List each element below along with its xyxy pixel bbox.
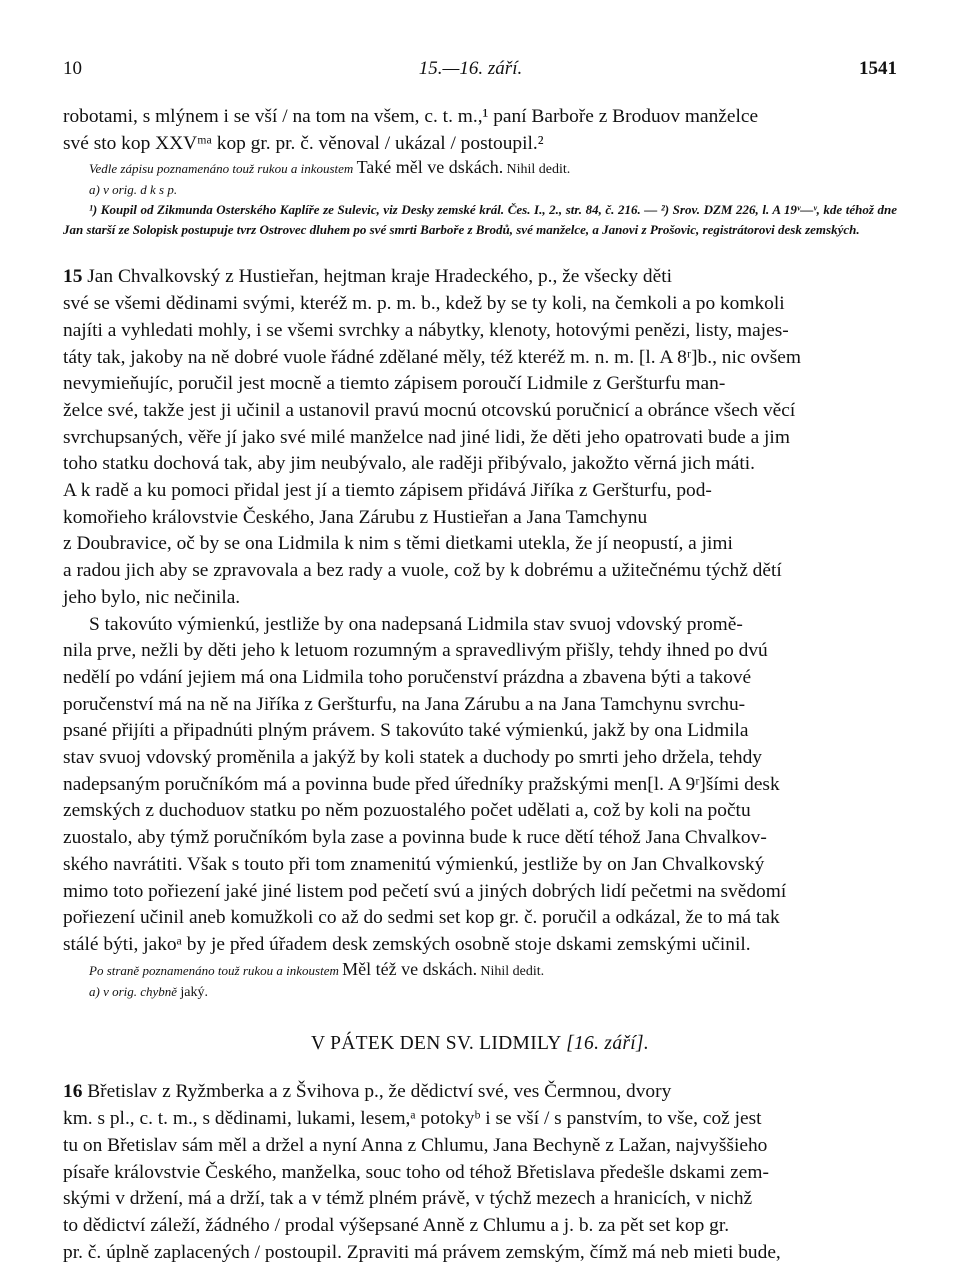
- section-title-text: V PÁTEK DEN SV. LIDMILY: [310, 1032, 561, 1054]
- text-line: nadepsaným poručníkóm má a povinna bude před úředníky pražskými men[l. A 9ʳ]šími desk: [63, 773, 780, 795]
- text-line: jeho bylo, nic nečinila.: [63, 586, 241, 608]
- text-line: komořieho královstvie Českého, Jana Zárubu z Hustieřan a Jana Tamchynu: [63, 506, 648, 528]
- text-line: nevymieňujíc, poručil jest mocně a tiemto zápisem poroučí Lidmile z Geršturfu man-: [63, 373, 726, 395]
- text-line: tu on Břetislav sám měl a držel a nyní Anna z Chlumu, Jana Bechyně z Lažan, najvyššieho: [63, 1134, 768, 1156]
- text-line: nila prve, nežli by děti jeho k letuom rozumným a spravedlivým přišly, tehdy ihned po dvú: [63, 640, 768, 662]
- text-line: nedělí po vdání jejiem má ona Lidmila toho poručenství prázdna a zbavena býti a takové: [63, 666, 752, 688]
- text-line: písaře královstvie Českého, manželka, souc toho od téhož Břetislava předešle dskami zem-: [63, 1161, 769, 1183]
- entry-15: [63, 264, 897, 291]
- note-word: jaký.: [180, 984, 208, 1000]
- text-line: skými v držení, má a drží, tak a v témž plném právě, v týchž mezech a hranicích, v nichž: [63, 1188, 753, 1210]
- text-line: robotami, s mlýnem i se vší / na tom na všem, c. t. m.,¹ paní Barboře z Broduov manželce: [63, 106, 759, 127]
- variant-note: a) v orig. d k s p.: [89, 182, 178, 198]
- text-line: psané přijíti a připadnúti plným právem. S takovúto také výmienkú, jakž by ona Lidmila: [63, 720, 749, 742]
- note-text: Měl též ve dskách.: [342, 958, 478, 979]
- text-line: pořiezení učinil aneb komužkoli co až do sedmi set kop gr. č. poručil a odkázal, že to má tak: [63, 907, 780, 929]
- text-line: z Doubravice, oč by se ona Lidmila k nim s těmi dietkami utekla, že jí neopustí, a jimi: [63, 533, 733, 555]
- note-italic: Po straně poznamenáno touž rukou a inkoustem: [89, 962, 339, 978]
- entry-15-text: [63, 291, 897, 611]
- entry-16: [63, 1079, 897, 1106]
- note-text: Také měl ve dskách.: [356, 157, 504, 178]
- text-line: stav svuoj vdovský proměnila a jakýž by koli statek a duchody po smrti jeho držela, tehdy: [63, 747, 762, 769]
- header-date: 15.—16. září.: [418, 58, 523, 79]
- text-line: poručenství má na ně na Jiříka z Geršturfu, na Jana Zárubu a na Jana Tamchynu svrchu-: [63, 693, 746, 715]
- text-line: mimo toto pořiezení jaké jiné listem pod pečetí svú a jiných dobrých lidí pečetmi na svědomí: [63, 880, 787, 902]
- text-line: pr. č. úplně zaplacených / postoupil. Zpraviti má právem zemským, čímž má neb mieti bude,: [63, 1241, 781, 1263]
- text-line: svrchupsaných, věře jí jako své milé manželce nad jiné lidi, že děti jeho opatrovati bude a jim: [63, 426, 790, 448]
- entry-number: 16: [63, 1081, 83, 1103]
- entry-16-text: [63, 1106, 897, 1266]
- text-line: želce své, takže jest ji učinil a ustanovil pravú mocnú otcovskú poručnicí a obránce všech věcí: [63, 399, 796, 421]
- entry-number: 15: [63, 266, 83, 288]
- header-year: 1541: [859, 58, 897, 79]
- text-line: toho statku dochová tak, aby jim neubývalo, ale raději přibývalo, jakožto věrná jich máti.: [63, 453, 755, 475]
- text-line: zemských z duchoduov statku po něm pozuostalého počet udělati a, což by koli na počtu: [63, 800, 751, 822]
- footnotes: ¹) Koupil od Zikmunda Osterského Kaplíře ze Sulevic, viz Desky zemské král. Čes. I., 2., str. 84, č. 216. — ²) Srov. DZM 226, l. A 19ᵛ—ᵛ, kde téhož dne Jan starší ze Solopisk postupuje tvrz Ostrovec dluhem po své smrti Barboře z Brodů, své manželce, a Janovi z Prošovic, registrátorovi desk zemských.: [63, 202, 897, 238]
- entry-15-paragraph-2: [63, 612, 897, 959]
- document-body: [63, 104, 897, 1266]
- text-line: své se všemi dědinami svými, kteréž m. p. m. b., kdež by se ty koli, na čemkoli a po komkoli: [63, 293, 785, 315]
- text-line: zuostalo, aby týmž poručníkóm byla zase a povinna bude k ruce dětí téhož Jana Chvalkov-: [63, 827, 767, 849]
- page-number: 10: [63, 58, 82, 79]
- text-line: ského navrátiti. Však s touto při tom znamenitú výmienkú, jestliže by on Jan Chvalkovský: [63, 853, 765, 875]
- note-italic: a) v orig. chybně: [89, 983, 178, 999]
- text-line: km. s pl., c. t. m., s dědinami, lukami, lesem,ᵃ potokyᵇ i se vší / s panstvím, to vše, což jest: [63, 1108, 762, 1130]
- variant-note: [63, 982, 897, 1003]
- text-line: S takovúto výmienkú, jestliže by ona nadepsaná Lidmila stav svuoj vdovský promě-: [89, 613, 743, 635]
- margin-note: [63, 157, 897, 180]
- section-title: [63, 1031, 897, 1058]
- text-line: A k radě a ku pomoci přidal jest jí a tiemto zápisem přidává Jiříka z Geršturfu, pod-: [63, 480, 712, 502]
- text-line: stálé býti, jakoᵃ by je před úřadem desk zemských osobně stoje dskami zemskými učinil.: [63, 933, 751, 955]
- text-line: a radou jich aby se zpravovala a bez rady a vuole, což by k dobrému a užitečnému týchž dětí: [63, 560, 782, 582]
- section-title-date: [16. září].: [566, 1032, 650, 1054]
- margin-note: [63, 959, 897, 982]
- note-nihil: Nihil dedit.: [480, 963, 545, 979]
- text-line: své sto kop XXVᵐᵃ kop gr. pr. č. věnoval / ukázal / postoupil.²: [63, 132, 544, 154]
- text-line: to dědictví záleží, žádného / prodal výšepsané Anně z Chlumu a j. b. za pět set kop gr.: [63, 1214, 730, 1236]
- text-line: najíti a vyhledati mohly, i se všemi svrchky a nábytky, klenoty, hotovými penězi, listy, majes-: [63, 319, 789, 341]
- note-italic: Vedle zápisu poznamenáno touž rukou a inkoustem: [89, 161, 354, 177]
- text-line: táty tak, jakoby na ně dobré vuole řádné zdělané měly, též kteréž m. n. m. [l. A 8ʳ]b., nic ovšem: [63, 346, 801, 368]
- note-nihil: Nihil dedit.: [506, 162, 571, 178]
- page-header: [63, 58, 897, 80]
- text-line: Jan Chvalkovský z Hustieřan, hejtman kraje Hradeckého, p., že všecky děti: [87, 266, 673, 288]
- document-page: [63, 58, 897, 1266]
- text-line: Břetislav z Ryžmberka a z Švihova p., že dědictví své, ves Čermnou, dvory: [87, 1081, 672, 1103]
